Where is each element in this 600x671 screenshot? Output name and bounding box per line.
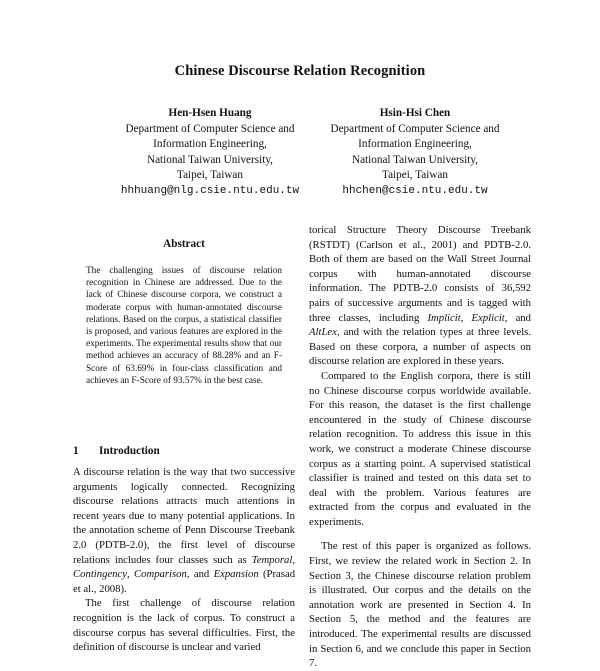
section-title: Introduction bbox=[99, 445, 160, 457]
author-name: Hsin-Hsi Chen bbox=[379, 107, 451, 119]
author-name: Hen-Hsen Huang bbox=[168, 107, 252, 119]
right-column-body bbox=[309, 223, 531, 671]
author-block-1 bbox=[98, 106, 322, 200]
author-email: hhchen@csie.ntu.edu.tw bbox=[342, 184, 488, 197]
paragraph: Compared to the English corpora, there is still no Chinese discourse corpus worldwide available. For this reason, the dataset is the first challenge encountered in the study of Chinese discourse relation recognition. To address this issue in this work, we construct a moderate Chinese discourse corpus as a starting point. A supervised statistical classifier is trained and tested on this data set to deal with the problem. Various features are extracted from the corpus and evaluated in the experiments. bbox=[309, 369, 531, 528]
author-email: hhhuang@nlg.csie.ntu.edu.tw bbox=[120, 184, 300, 197]
author-block-2 bbox=[303, 106, 527, 200]
affiliation-line: Information Engineering, bbox=[358, 138, 472, 151]
intro-paragraph-1: A discourse relation is the way that two successive arguments logically connected. Recognizing discourse relations attracts much attentions in recent years due to many potential applications. In the annotation scheme of Penn Discourse Treebank 2.0 (PDTB-2.0), the first level of discourse relations includes four classes such as Temporal, Contingency, Comparison, and Expansion (Prasad et al., 2008). bbox=[73, 466, 296, 595]
intro-paragraph-2: The first challenge of discourse relation recognition is the lack of corpus. To construct a discourse corpus has several difficulties. First, the definition of discourse is unclear and varied bbox=[73, 597, 295, 654]
affiliation-line: Information Engineering, bbox=[153, 138, 267, 151]
paragraph: The rest of this paper is organized as follows. First, we review the related work in Section 2. In Section 3, the Chinese discourse relation problem is illustrated. Our corpus and the details on the annotation work are presented in Section 4. In Section 5, the method and the features are introduced. The experimental results are discussed in Section 6, and we conclude this paper in Section 7. bbox=[309, 540, 531, 670]
section-number: 1 bbox=[73, 445, 79, 457]
left-column-body bbox=[73, 465, 295, 655]
paragraph-continued: torical Structure Theory Discourse Treebank (RSTDT) (Carlson et al., 2001) and PDTB-2.0. Both of them are based on the Wall Street Journal corpus with human-annotated discourse information. The PDTB-2.0 consists of 36,592 pairs of successive arguments and is tagged with three classes, including Implicit, Explicit, and AltLex, and with the relation types at three levels. Based on these corpora, a number of aspects on discourse relation are explored in these years. bbox=[309, 224, 531, 368]
abstract-text: The challenging issues of discourse relation recognition in Chinese are addressed. Due to the lack of Chinese discourse corpora, we construct a moderate corpus with human-annotated discourse relations. Based on the corpus, a statistical classifier is proposed, and various features are explored in the experiments. The experimental results show that our method achieves an accuracy of 88.28% and an F-Score of 63.69% in four-class classification and achieves an F-Score of 93.57% in the best case. bbox=[86, 266, 282, 386]
affiliation-line: National Taiwan University, bbox=[147, 153, 273, 166]
affiliation-line: Department of Computer Science and bbox=[330, 122, 500, 135]
abstract-heading: Abstract bbox=[163, 238, 205, 250]
paper-title: Chinese Discourse Relation Recognition bbox=[174, 63, 426, 79]
affiliation-line: Taipei, Taiwan bbox=[177, 169, 243, 182]
affiliation-line: Department of Computer Science and bbox=[125, 122, 295, 135]
affiliation-line: National Taiwan University, bbox=[352, 153, 478, 166]
affiliation-line: Taipei, Taiwan bbox=[382, 169, 448, 182]
section-heading bbox=[73, 445, 160, 457]
